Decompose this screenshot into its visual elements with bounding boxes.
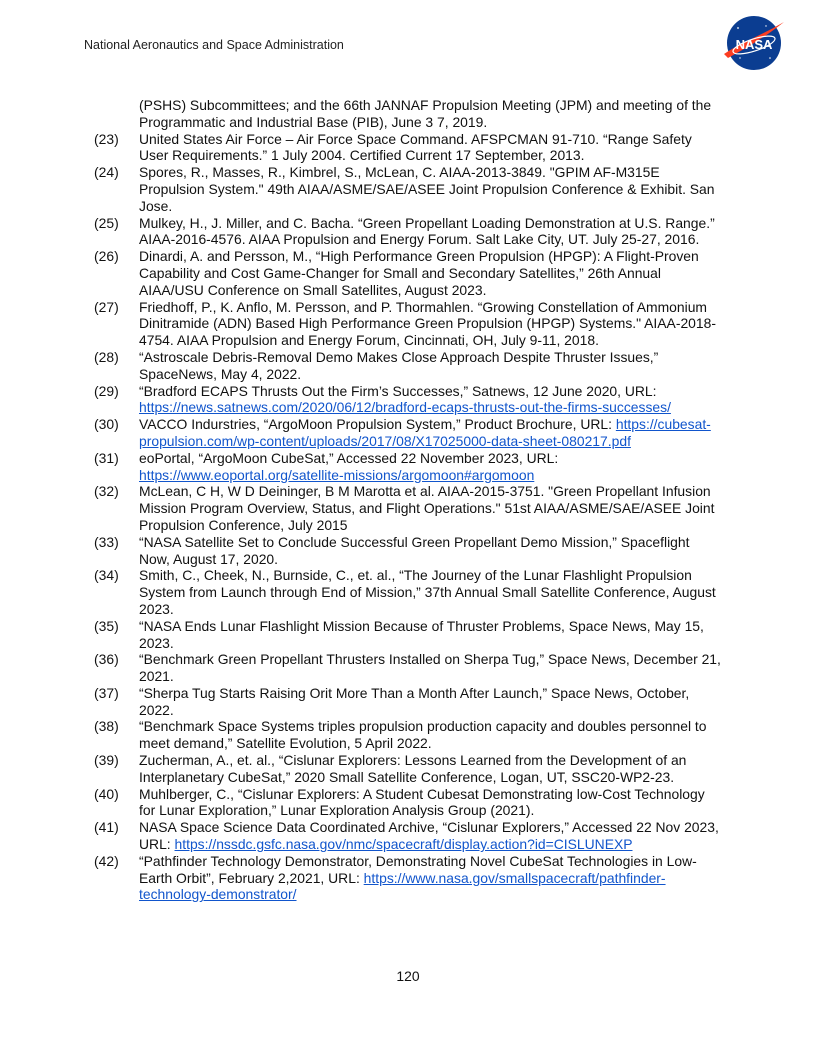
- reference-text: “Astroscale Debris-Removal Demo Makes Close Approach Despite Thruster Issues,” SpaceNews, May 4, 2022.: [139, 348, 659, 382]
- reference-item: [94, 215, 724, 249]
- reference-text: “Pathfinder Technology Demonstrator, Demonstrating Novel CubeSat Technologies in Low-Earth Orbit”, February 2,2021, URL:: [139, 852, 697, 886]
- reference-body: [139, 383, 724, 417]
- reference-item: [94, 786, 724, 820]
- reference-item: [94, 752, 724, 786]
- reference-body: [139, 450, 724, 484]
- reference-body: [139, 567, 724, 617]
- reference-body: [139, 416, 724, 450]
- reference-text: VACCO Indurstries, “ArgoMoon Propulsion System,” Product Brochure, URL:: [139, 416, 612, 433]
- reference-number: (34): [94, 567, 119, 584]
- reference-text: Muhlberger, C., “Cislunar Explorers: A Student Cubesat Demonstrating low-Cost Technology for Lunar Exploration,” Lunar Exploration Analysis Group (2021).: [139, 785, 705, 819]
- reference-text: Smith, C., Cheek, N., Burnside, C., et. al., “The Journey of the Lunar Flashlight Propulsion System from Launch through End of Mission,” 37th Annual Small Satellite Conference, August 2023.: [139, 567, 716, 617]
- reference-body: [139, 131, 724, 165]
- reference-text: United States Air Force – Air Force Space Command. AFSPCMAN 91-710. “Range Safety User Requirements.” 1 July 2004. Certified Current 17 September, 2013.: [139, 130, 692, 164]
- reference-body: [139, 786, 724, 820]
- reference-item: [94, 349, 724, 383]
- reference-item: [94, 450, 724, 484]
- reference-item: [94, 248, 724, 298]
- nasa-logo: [720, 14, 788, 72]
- references-items: [94, 131, 724, 904]
- reference-number: (40): [94, 785, 119, 802]
- reference-item: [94, 416, 724, 450]
- reference-body: [139, 349, 724, 383]
- reference-number: (28): [94, 348, 119, 365]
- reference-text: “NASA Ends Lunar Flashlight Mission Because of Thruster Problems, Space News, May 15, 2023.: [139, 617, 704, 651]
- reference-link[interactable]: https://news.satnews.com/2020/06/12/bradford-ecaps-thrusts-out-the-firms-successes/: [139, 399, 671, 416]
- reference-body: [139, 819, 724, 853]
- reference-text: “Benchmark Space Systems triples propulsion production capacity and doubles personnel to meet demand,” Satellite Evolution, 5 April 2022.: [139, 718, 707, 752]
- reference-number: (32): [94, 483, 119, 500]
- reference-number: (24): [94, 164, 119, 181]
- reference-item: [94, 853, 724, 903]
- reference-number: (30): [94, 416, 119, 433]
- reference-number: (27): [94, 298, 119, 315]
- reference-text: Spores, R., Masses, R., Kimbrel, S., McLean, C. AIAA-2013-3849. "GPIM AF-M315E Propulsion System." 49th AIAA/ASME/SAE/ASEE Joint Propulsion Conference & Exhibit. San Jose.: [139, 164, 715, 214]
- reference-body: [139, 483, 724, 533]
- reference-item: [94, 685, 724, 719]
- reference-number: (29): [94, 382, 119, 399]
- reference-body: [139, 685, 724, 719]
- reference-number: (26): [94, 248, 119, 265]
- reference-body: [139, 248, 724, 298]
- reference-item: [94, 534, 724, 568]
- reference-number: (41): [94, 819, 119, 836]
- reference-body: [139, 534, 724, 568]
- reference-text: “Benchmark Green Propellant Thrusters Installed on Sherpa Tug,” Space News, December 21, 2021.: [139, 651, 721, 685]
- reference-number: (25): [94, 214, 119, 231]
- reference-text: “Sherpa Tug Starts Raising Orit More Than a Month After Launch,” Space News, October, 2022.: [139, 684, 690, 718]
- reference-item: [94, 383, 724, 417]
- reference-item: [94, 618, 724, 652]
- reference-body: [139, 718, 724, 752]
- reference-text: Zucherman, A., et. al., “Cislunar Explorers: Lessons Learned from the Development of an Interplanetary CubeSat,” 2020 Small Satellite Conference, Logan, UT, SSC20-WP2-23.: [139, 752, 687, 785]
- reference-item: [94, 483, 724, 533]
- reference-text: eoPortal, “ArgoMoon CubeSat,” Accessed 22 November 2023, URL:: [139, 449, 559, 466]
- reference-link[interactable]: https://www.nasa.gov/smallspacecraft/pathfinder-technology-demonstrator/: [139, 869, 666, 903]
- reference-number: (31): [94, 449, 119, 466]
- reference-number: (37): [94, 684, 119, 701]
- reference-number: (36): [94, 651, 119, 668]
- reference-item: [94, 131, 724, 165]
- reference-text: NASA Space Science Data Coordinated Archive, “Cislunar Explorers,” Accessed 22 Nov 2023, URL:: [139, 819, 719, 853]
- reference-item: [94, 718, 724, 752]
- reference-number: (23): [94, 130, 119, 147]
- reference-text: Friedhoff, P., K. Anflo, M. Persson, and P. Thormahlen. “Growing Constellation of Ammonium Dinitramide (ADN) Based High Performance Green Propulsion (HPGP) Systems." AIAA-2018-4754. AIAA Propulsion and Energy Forum, Cincinnati, OH, July 9-11, 2018.: [139, 298, 716, 349]
- reference-body: [139, 215, 724, 249]
- reference-item: [94, 164, 724, 214]
- reference-body: [139, 164, 724, 214]
- references-list: [94, 97, 724, 903]
- reference-item: [94, 299, 724, 349]
- reference-item: [94, 567, 724, 617]
- reference-item: [94, 651, 724, 685]
- reference-link[interactable]: https://cubesat-propulsion.com/wp-content/uploads/2017/08/X17025000-data-sheet-080217.pdf: [139, 416, 711, 449]
- reference-number: (39): [94, 752, 119, 769]
- reference-number: (38): [94, 718, 119, 735]
- reference-body: [139, 752, 724, 786]
- reference-body: [139, 853, 724, 903]
- reference-text: “Bradford ECAPS Thrusts Out the Firm’s Successes,” Satnews, 12 June 2020, URL:: [139, 382, 657, 399]
- reference-item: [94, 819, 724, 853]
- svg-text:NASA: NASA: [735, 37, 773, 52]
- reference-number: (33): [94, 533, 119, 550]
- reference-body: [139, 299, 724, 349]
- reference-number: (35): [94, 617, 119, 634]
- reference-number: (42): [94, 852, 119, 869]
- header-organization: National Aeronautics and Space Administration: [84, 38, 344, 52]
- reference-body: [139, 651, 724, 685]
- reference-text: “NASA Satellite Set to Conclude Successful Green Propellant Demo Mission,” Spaceflight Now, August 17, 2020.: [139, 533, 690, 567]
- reference-body: [139, 618, 724, 652]
- reference-link[interactable]: https://nssdc.gsfc.nasa.gov/nmc/spacecraft/display.action?id=CISLUNEXP: [174, 836, 633, 853]
- page-number: 120: [396, 968, 420, 984]
- reference-text: McLean, C H, W D Deininger, B M Marotta et al. AIAA-2015-3751. "Green Propellant Infusion Mission Program Overview, Status, and Flight Operations." 51st AIAA/ASME/SAE/ASEE Joint Propulsion Conference, July 2015: [139, 483, 715, 533]
- reference-text: Dinardi, A. and Persson, M., “High Performance Green Propulsion (HPGP): A Flight-Proven Capability and Cost Game-Changer for Small and Secondary Satellites,” 26th Annual AIAA/USU Conference on Small Satellites, August 2023.: [139, 248, 699, 298]
- reference-text: Mulkey, H., J. Miller, and C. Bacha. “Green Propellant Loading Demonstration at U.S. Range.” AIAA-2016-4576. AIAA Propulsion and Energy Forum. Salt Lake City, UT. July 25-27, 2016.: [139, 214, 715, 248]
- reference-continuation: (PSHS) Subcommittees; and the 66th JANNAF Propulsion Meeting (JPM) and meeting of the Programmatic and Industrial Base (PIB), June 3 7, 2019.: [139, 97, 712, 130]
- reference-link[interactable]: https://www.eoportal.org/satellite-missions/argomoon#argomoon: [139, 466, 535, 483]
